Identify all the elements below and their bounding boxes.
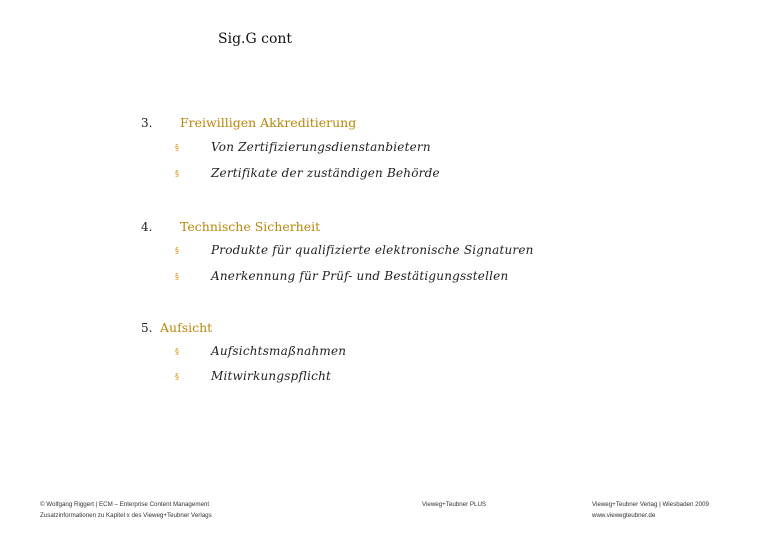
- list-item: Anerkennung für Prüf- und Bestätigungsstellen: [211, 269, 509, 283]
- footer-supplement: Zusatzinformationen zu Kapitel x des Vieweg+Teubner Verlags: [40, 512, 212, 519]
- section-heading: Freiwilligen Akkreditierung: [180, 115, 357, 130]
- footer-copyright: © Wolfgang Riggert | ECM – Enterprise Content Management: [40, 501, 210, 508]
- footer-website: www.viewegteubner.de: [592, 512, 656, 519]
- bullet-icon: §: [175, 347, 179, 356]
- bullet-icon: §: [175, 272, 179, 281]
- bullet-icon: §: [175, 143, 179, 152]
- bullet-icon: §: [175, 372, 179, 381]
- list-item: Produkte für qualifizierte elektronische Signaturen: [211, 243, 534, 257]
- section-number: 3.: [141, 116, 153, 130]
- list-item: Mitwirkungspflicht: [211, 369, 332, 383]
- list-item: Aufsichtsmaßnahmen: [211, 344, 347, 358]
- footer-publisher: Vieweg+Teubner Verlag | Wiesbaden 2009: [592, 501, 709, 508]
- section-heading: Technische Sicherheit: [180, 219, 321, 234]
- section-heading: Aufsicht: [160, 320, 213, 335]
- slide-title: Sig.G cont: [218, 31, 293, 47]
- footer-center: Vieweg+Teubner PLUS: [422, 501, 487, 508]
- section-number: 5.: [141, 321, 153, 335]
- bullet-icon: §: [175, 246, 179, 255]
- section-number: 4.: [141, 220, 153, 234]
- list-item: Von Zertifizierungsdienstanbietern: [211, 140, 431, 154]
- list-item: Zertifikate der zuständigen Behörde: [211, 166, 440, 180]
- bullet-icon: §: [175, 169, 179, 178]
